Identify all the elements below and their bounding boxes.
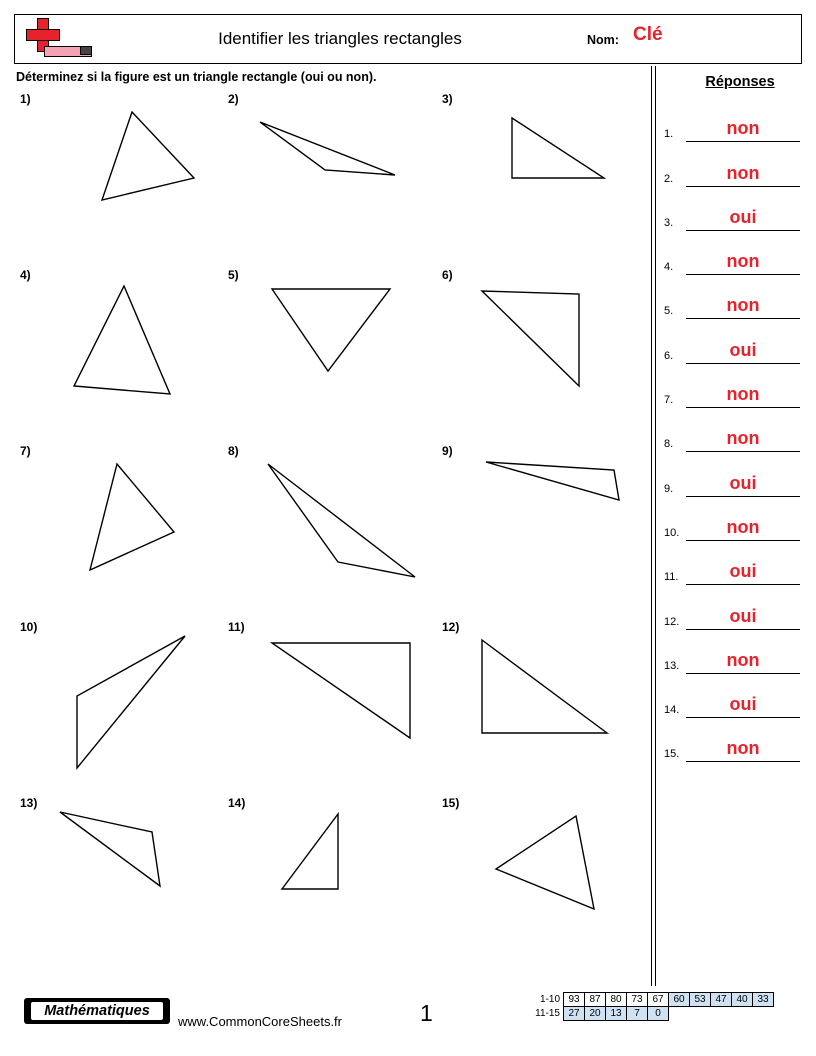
score-cell: 60: [669, 993, 690, 1007]
triangle-figure: [464, 276, 654, 436]
answer-number: 12.: [664, 615, 680, 628]
problem-number: 13): [20, 796, 38, 810]
score-cell: 80: [606, 993, 627, 1007]
answer-value: oui: [729, 605, 757, 626]
answer-row: [664, 275, 806, 319]
score-cell: 40: [732, 993, 753, 1007]
problem-number: 2): [228, 92, 239, 106]
answer-row: [664, 408, 806, 452]
triangle-figure: [250, 628, 440, 788]
problem-number: 15): [442, 796, 460, 810]
answer-number: 13.: [664, 659, 680, 672]
answer-value: non: [726, 516, 760, 537]
answer-number: 4.: [664, 261, 674, 274]
score-row: [530, 993, 774, 1007]
answer-value: non: [726, 118, 760, 139]
triangle-figure: [250, 276, 440, 436]
problem-3: [436, 92, 636, 257]
score-cell: 93: [564, 993, 585, 1007]
answer-value: non: [726, 251, 760, 272]
score-cell: 73: [627, 993, 648, 1007]
problem-15: [436, 796, 636, 961]
problem-4: [14, 268, 214, 433]
answer-value: non: [726, 738, 760, 759]
problem-number: 7): [20, 444, 31, 458]
instructions-text: Déterminez si la figure est un triangle rectangle (oui ou non).: [16, 70, 377, 84]
answer-value: oui: [729, 206, 757, 227]
problem-13: [14, 796, 214, 961]
answer-number: 8.: [664, 438, 674, 451]
answer-value: non: [726, 428, 760, 449]
score-cell: 47: [711, 993, 732, 1007]
answer-number: 11.: [664, 571, 679, 584]
footer-url: www.CommonCoreSheets.fr: [178, 1014, 342, 1029]
answer-value: oui: [729, 472, 757, 493]
triangle-figure: [250, 452, 440, 612]
answer-row: [664, 541, 806, 585]
triangle-figure: [42, 804, 232, 964]
answer-row: [664, 674, 806, 718]
answer-value: oui: [729, 339, 757, 360]
answer-number: 15.: [664, 748, 680, 761]
score-row: [530, 1007, 774, 1021]
problem-12: [436, 620, 636, 785]
triangle-figure: [42, 276, 232, 436]
problem-number: 9): [442, 444, 453, 458]
triangle-figure: [464, 100, 654, 260]
triangle-figure: [464, 804, 654, 964]
triangle-figure: [42, 628, 232, 788]
logo-box: [16, 16, 94, 62]
triangle-figure: [250, 100, 440, 260]
problem-10: [14, 620, 214, 785]
triangle-figure: [250, 804, 440, 964]
score-cell: 87: [585, 993, 606, 1007]
score-cell: 20: [585, 1007, 606, 1021]
answer-number: 6.: [664, 349, 674, 362]
problem-1: [14, 92, 214, 257]
footer-logo: [24, 998, 170, 1024]
answer-row: [664, 452, 806, 496]
answer-number: 10.: [664, 526, 680, 539]
score-cell: 33: [753, 993, 774, 1007]
answer-value: non: [726, 295, 760, 316]
answer-line: [686, 761, 800, 762]
score-cell: 0: [648, 1007, 669, 1021]
answer-row: [664, 142, 806, 186]
score-cell: 53: [690, 993, 711, 1007]
problem-5: [222, 268, 422, 433]
score-cell: 67: [648, 993, 669, 1007]
problem-14: [222, 796, 422, 961]
answer-row: [664, 187, 806, 231]
answer-row: [664, 364, 806, 408]
answer-number: 3.: [664, 216, 674, 229]
problem-number: 12): [442, 620, 460, 634]
answer-number: 9.: [664, 482, 674, 495]
worksheet-header: [14, 14, 802, 64]
answer-number: 14.: [664, 704, 680, 717]
problem-number: 4): [20, 268, 31, 282]
problem-number: 11): [228, 620, 245, 634]
problem-7: [14, 444, 214, 609]
answer-row: [664, 718, 806, 762]
answer-row: [664, 497, 806, 541]
triangle-figure: [42, 452, 232, 612]
answers-title: Réponses: [705, 74, 775, 90]
problem-number: 10): [20, 620, 38, 634]
triangle-figure: [464, 452, 654, 612]
problem-number: 8): [228, 444, 239, 458]
problems-grid: [0, 92, 651, 972]
answer-number: 5.: [664, 305, 674, 318]
page-number: 1: [420, 1000, 433, 1026]
answer-number: 7.: [664, 394, 674, 407]
score-cell: 7: [627, 1007, 648, 1021]
problem-11: [222, 620, 422, 785]
answer-value: oui: [729, 561, 757, 582]
answer-row: [664, 98, 806, 142]
answer-value: non: [726, 649, 760, 670]
plus-icon-horizontal-bar: [26, 29, 60, 41]
answer-value: non: [726, 162, 760, 183]
problem-8: [222, 444, 422, 609]
name-label: Nom:: [587, 33, 619, 47]
problem-number: 6): [442, 268, 453, 282]
score-row-label: 11-15: [535, 1008, 560, 1019]
answer-row: [664, 585, 806, 629]
problem-9: [436, 444, 636, 609]
problem-2: [222, 92, 422, 257]
pencil-icon: [44, 46, 92, 57]
answer-row: [664, 231, 806, 275]
score-row-label: 1-10: [539, 994, 560, 1005]
triangle-figure: [42, 100, 232, 260]
score-table: [530, 992, 774, 1021]
page-title: Identifier les triangles rectangles: [218, 29, 462, 48]
triangle-figure: [464, 628, 654, 788]
answer-row: [664, 630, 806, 674]
name-value: Clé: [633, 24, 663, 45]
problem-number: 14): [228, 796, 246, 810]
problem-6: [436, 268, 636, 433]
problem-number: 1): [20, 92, 31, 106]
answer-row: [664, 320, 806, 364]
answer-number: 2.: [664, 172, 674, 185]
answer-value: non: [726, 384, 760, 405]
score-cell: 27: [564, 1007, 585, 1021]
footer-logo-text: Mathématiques: [31, 1002, 163, 1020]
problem-number: 3): [442, 92, 453, 106]
problem-number: 5): [228, 268, 239, 282]
answer-value: oui: [729, 694, 757, 715]
score-cell: 13: [606, 1007, 627, 1021]
answer-number: 1.: [664, 128, 674, 141]
divider-line-right: [655, 66, 656, 986]
